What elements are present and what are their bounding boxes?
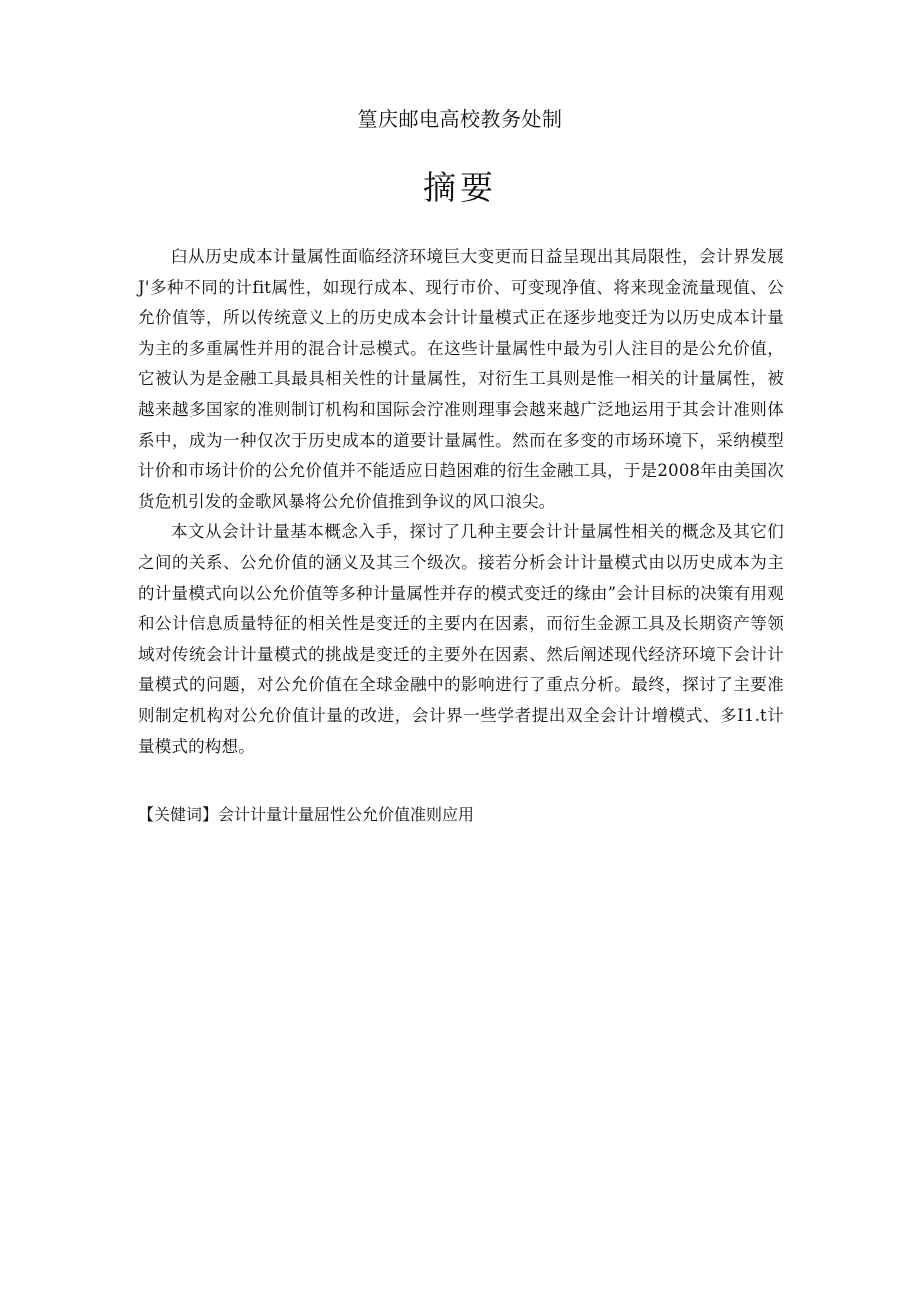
abstract-paragraph-2: 本文从会计计量基本概念入手，探讨了几种主要会计计量属性相关的概念及其它们之间的关系、公允价值的涵义及其三个级次。接若分析会计计量模式由以历史成本为主的计量模式向以公允价值等多种计量属性并存的模式变迁的缘由”会计目标的决策有用观和公计信息质量特征的相关性是变迁的主要内在因素，而衍生金源工具及长期资产等领域对传统会计计量模式的挑战是变迁的主要外在因素、然后阐述现代经济环境下会计计量模式的问题，对公允价值在全球金融中的影响进行了重点分析。最终，探讨了主要准则制定机构对公允价值计量的改进，会计界一些学者提出双全会计计增模式、多I1.t计量模式的构想。 [138, 522, 784, 756]
institution-header: 篁庆邮电高校教务处制 [357, 107, 563, 131]
abstract-title: 摘要 [423, 168, 497, 207]
abstract-paragraph-1: 臼从历史成本计量属性面临经济环境巨大变更而日益呈现出其局限性，会计界发展J'多种不同的计fit属性，如现行成本、现行市价、可变现净值、将来现金流量现值、公允价值等，所以传统意义上的历史成本会计计量模式正在逐步地变迁为以历史成本计量为主的多重属性并用的混合计忌模式。在这些计量属性中最为引人注目的是公允价值，它被认为是金融工具最具相关性的计量属性，对衍生工具则是惟一相关的计量属性，被越来越多国家的准则制订机构和国际会泞准则理事会越来越广泛地运用于其会计准则体系中，成为一种仅次于历史成本的道要计量属性。然而在多变的市场环境下，采纳模型计价和市场计价的公允价值并不能适应日趋困难的衍生金融工具，于是2008年由美国次货危机引发的金歌风暴将公允价值推到争议的风口浪尖。 [138, 247, 784, 511]
abstract-body [138, 242, 784, 762]
keywords-label: 【关健词】 [138, 805, 219, 824]
keywords-terms: 会计计量计量屈性公允价值准则应用 [218, 805, 475, 824]
keywords-line [138, 803, 784, 827]
